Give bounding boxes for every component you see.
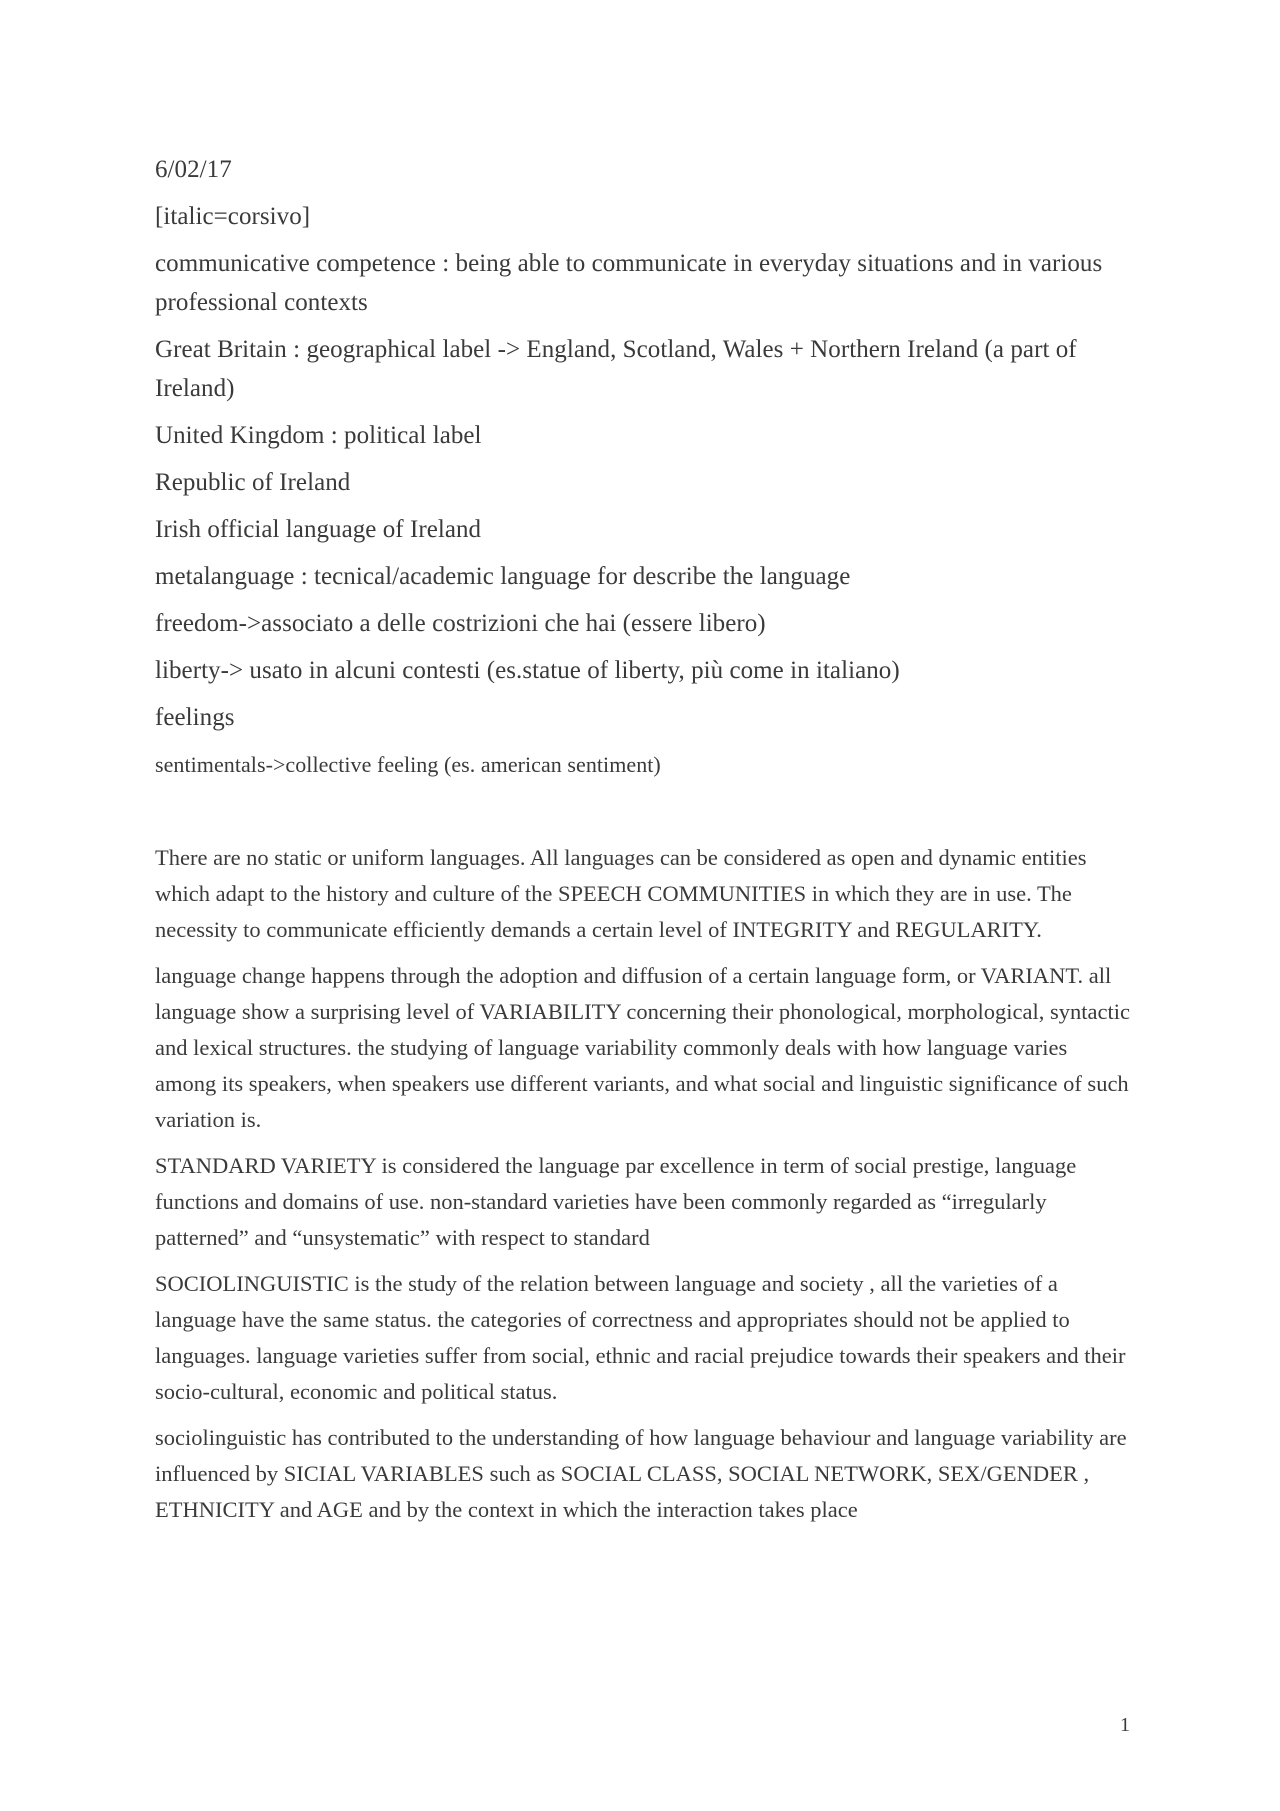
body-paragraph: language change happens through the adoption and diffusion of a certain language form, or VARIANT. all language show a surprising level of VARIABILITY concerning their phonological, morphological, syntactic and lexical structures. the studying of language variability commonly deals with how language varies among its speakers, when speakers use different variants, and what social and linguistic significance of such variation is.: [155, 963, 1130, 1132]
section-gap: [155, 792, 1130, 840]
body-paragraph: There are no static or uniform languages. All languages can be considered as open and dynamic entities which adapt to the history and culture of the SPEECH COMMUNITIES in which they are in use. The necessity to communicate efficiently demands a certain level of INTEGRITY and REGULARITY.: [155, 845, 1087, 942]
body-paragraph: STANDARD VARIETY is considered the language par excellence in term of social prestige, language functions and domains of use. non-standard varieties have been commonly regarded as “irregularly patterned” and “unsystematic” with respect to standard: [155, 1153, 1077, 1250]
note-item: metalanguage : tecnical/academic language for describe the language: [155, 563, 851, 590]
note-item: Great Britain : geographical label -> England, Scotland, Wales + Northern Ireland (a part of Ireland): [155, 336, 1077, 402]
note-item: Republic of Ireland: [155, 469, 351, 496]
note-item: Irish official language of Ireland: [155, 516, 482, 543]
note-item: sentimentals->collective feeling (es. american sentiment): [155, 752, 661, 777]
note-item: freedom->associato a delle costrizioni che hai (essere libero): [155, 610, 766, 637]
note-item: United Kingdom : political label: [155, 422, 482, 449]
page-number: 1: [1120, 1714, 1130, 1736]
note-item: liberty-> usato in alcuni contesti (es.statue of liberty, più come in italiano): [155, 657, 900, 684]
body-paragraph: sociolinguistic has contributed to the understanding of how language behaviour and language variability are influenced by SICIAL VARIABLES such as SOCIAL CLASS, SOCIAL NETWORK, SEX/GENDER , ETHNICITY and AGE and by the context in which the interaction takes place: [155, 1425, 1127, 1522]
note-date: 6/02/17: [155, 156, 232, 183]
document-page: [155, 150, 1130, 1538]
note-item: feelings: [155, 704, 235, 731]
note-item: communicative competence : being able to communicate in everyday situations and in various professional contexts: [155, 250, 1103, 316]
note-item: [italic=corsivo]: [155, 203, 311, 230]
body-paragraph: SOCIOLINGUISTIC is the study of the relation between language and society , all the varieties of a language have the same status. the categories of correctness and appropriates should not be applied to languages. language varieties suffer from social, ethnic and racial prejudice towards their speakers and their socio-cultural, economic and political status.: [155, 1271, 1126, 1404]
